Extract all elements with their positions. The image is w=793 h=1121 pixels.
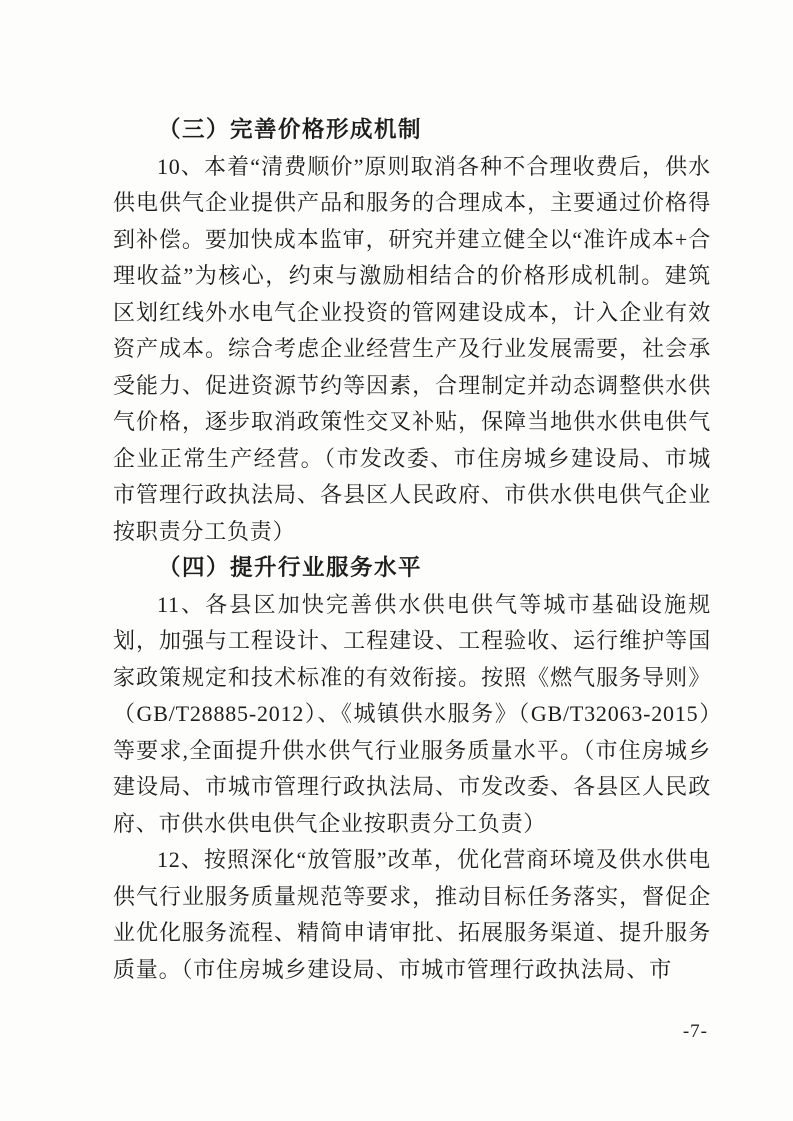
page-number: -7-: [682, 1021, 708, 1042]
document-body: [113, 112, 711, 988]
paragraph-10: 10、本着“清费顺价”原则取消各种不合理收费后，供水供电供气企业提供产品和服务的合理成本，主要通过价格得到补偿。要加快成本监审，研究并建立健全以“准许成本+合理收益”为核心，约束与激励相结合的价格形成机制。建筑区划红线外水电气企业投资的管网建设成本，计入企业有效资产成本。综合考虑企业经营生产及行业发展需要，社会承受能力、促进资源节约等因素，合理制定并动态调整供水供气价格，逐步取消政策性交叉补贴，保障当地供水供电供气企业正常生产经营。（市发改委、市住房城乡建设局、市城市管理行政执法局、各县区人民政府、市供水供电供气企业按职责分工负责）: [113, 153, 711, 544]
section-heading-4: （四）提升行业服务水平: [158, 555, 423, 580]
paragraph-12: 12、按照深化“放管服”改革，优化营商环境及供水供电供气行业服务质量规范等要求，推动目标任务落实，督促企业优化服务流程、精简申请审批、拓展服务渠道、提升服务质量。（市住房城乡建设局、市城市管理行政执法局、市: [113, 847, 711, 982]
section-heading-3: （三）完善价格形成机制: [158, 117, 423, 142]
paragraph-11: 11、各县区加快完善供水供电供气等城市基础设施规划，加强与工程设计、工程建设、工程验收、运行维护等国家政策规定和技术标准的有效衔接。按照《燃气服务导则》（GB/T28885-2012）、《城镇供水服务》（GB/T32063-2015）等要求,全面提升供水供气行业服务质量水平。（市住房城乡建设局、市城市管理行政执法局、市发改委、各县区人民政府、市供水供电供气企业按职责分工负责）: [113, 591, 711, 836]
